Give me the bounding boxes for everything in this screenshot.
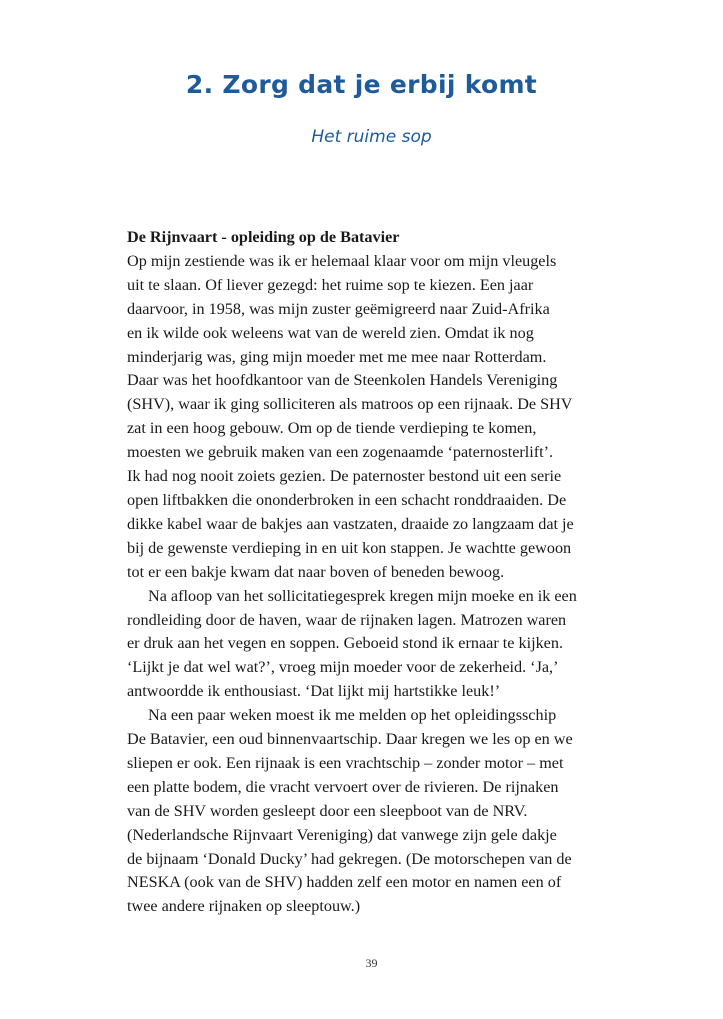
- text-line: sliepen er ook. Een rijnaak is een vrachtschip – zonder motor – met: [127, 753, 564, 772]
- section-heading: De Rijnvaart - opleiding op de Batavier: [127, 228, 400, 246]
- text-line: een platte bodem, die vracht vervoert over de rivieren. De rijnaken: [127, 777, 559, 796]
- text-line: open liftbakken die ononderbroken in een schacht ronddraaiden. De: [127, 490, 567, 509]
- text-line: (Nederlandsche Rijnvaart Vereniging) dat vanwege zijn gele dakje: [127, 825, 557, 844]
- text-line: rondleiding door de haven, waar de rijnaken lagen. Matrozen waren: [127, 610, 567, 629]
- text-line: De Batavier, een oud binnenvaartschip. Daar kregen we les op en we: [127, 730, 573, 749]
- text-line: van de SHV worden gesleept door een sleepboot van de NRV.: [127, 801, 528, 820]
- chapter-title: 2. Zorg dat je erbij komt: [185, 70, 538, 99]
- text-line: moesten we gebruik maken van een zogenaamde ‘paternosterlift’.: [127, 443, 554, 462]
- text-line: en ik wilde ook weleens wat van de wereld zien. Omdat ik nog: [127, 323, 534, 342]
- chapter-subtitle: Het ruime sop: [311, 127, 432, 147]
- text-line: Op mijn zestiende was ik er helemaal klaar voor om mijn vleugels: [127, 251, 557, 270]
- text-line: de bijnaam ‘Donald Ducky’ had gekregen. (De motorschepen van de: [127, 849, 572, 868]
- text-line: er druk aan het vegen en soppen. Geboeid stond ik ernaar te kijken.: [127, 634, 564, 653]
- text-line: Na een paar weken moest ik me melden op het opleidingsschip: [148, 706, 557, 725]
- text-line: zat in een hoog gebouw. Om op de tiende verdieping te komen,: [127, 419, 537, 438]
- text-line: daarvoor, in 1958, was mijn zuster geëmigreerd naar Zuid-Afrika: [127, 299, 550, 318]
- text-line: NESKA (ook van de SHV) hadden zelf een motor en namen een of: [127, 873, 562, 892]
- text-line: Na afloop van het sollicitatiegesprek kregen mijn moeke en ik een: [148, 586, 577, 605]
- body-text: [127, 226, 627, 919]
- text-line: dikke kabel waar de bakjes aan vastzaten, draaide zo langzaam dat je: [127, 514, 574, 533]
- text-line: uit te slaan. Of liever gezegd: het ruime sop te kiezen. Een jaar: [127, 275, 534, 294]
- text-line: Ik had nog nooit zoiets gezien. De paternoster bestond uit een serie: [127, 467, 562, 486]
- text-line: antwoordde ik enthousiast. ‘Dat lijkt mij hartstikke leuk!’: [127, 682, 501, 701]
- text-line: ‘Lijkt je dat wel wat?’, vroeg mijn moeder voor de zekerheid. ‘Ja,’: [127, 658, 559, 677]
- text-line: bij de gewenste verdieping in en uit kon stappen. Je wachtte gewoon: [127, 538, 572, 557]
- text-line: (SHV), waar ik ging solliciteren als matroos op een rijnaak. De SHV: [127, 395, 573, 414]
- text-line: minderjarig was, ging mijn moeder met me mee naar Rotterdam.: [127, 347, 547, 366]
- text-line: Daar was het hoofdkantoor van de Steenkolen Handels Vereniging: [127, 371, 558, 390]
- text-line: twee andere rijnaken op sleeptouw.): [127, 897, 361, 916]
- text-line: tot er een bakje kwam dat naar boven of beneden bewoog.: [127, 562, 505, 581]
- page-number: 39: [365, 956, 378, 970]
